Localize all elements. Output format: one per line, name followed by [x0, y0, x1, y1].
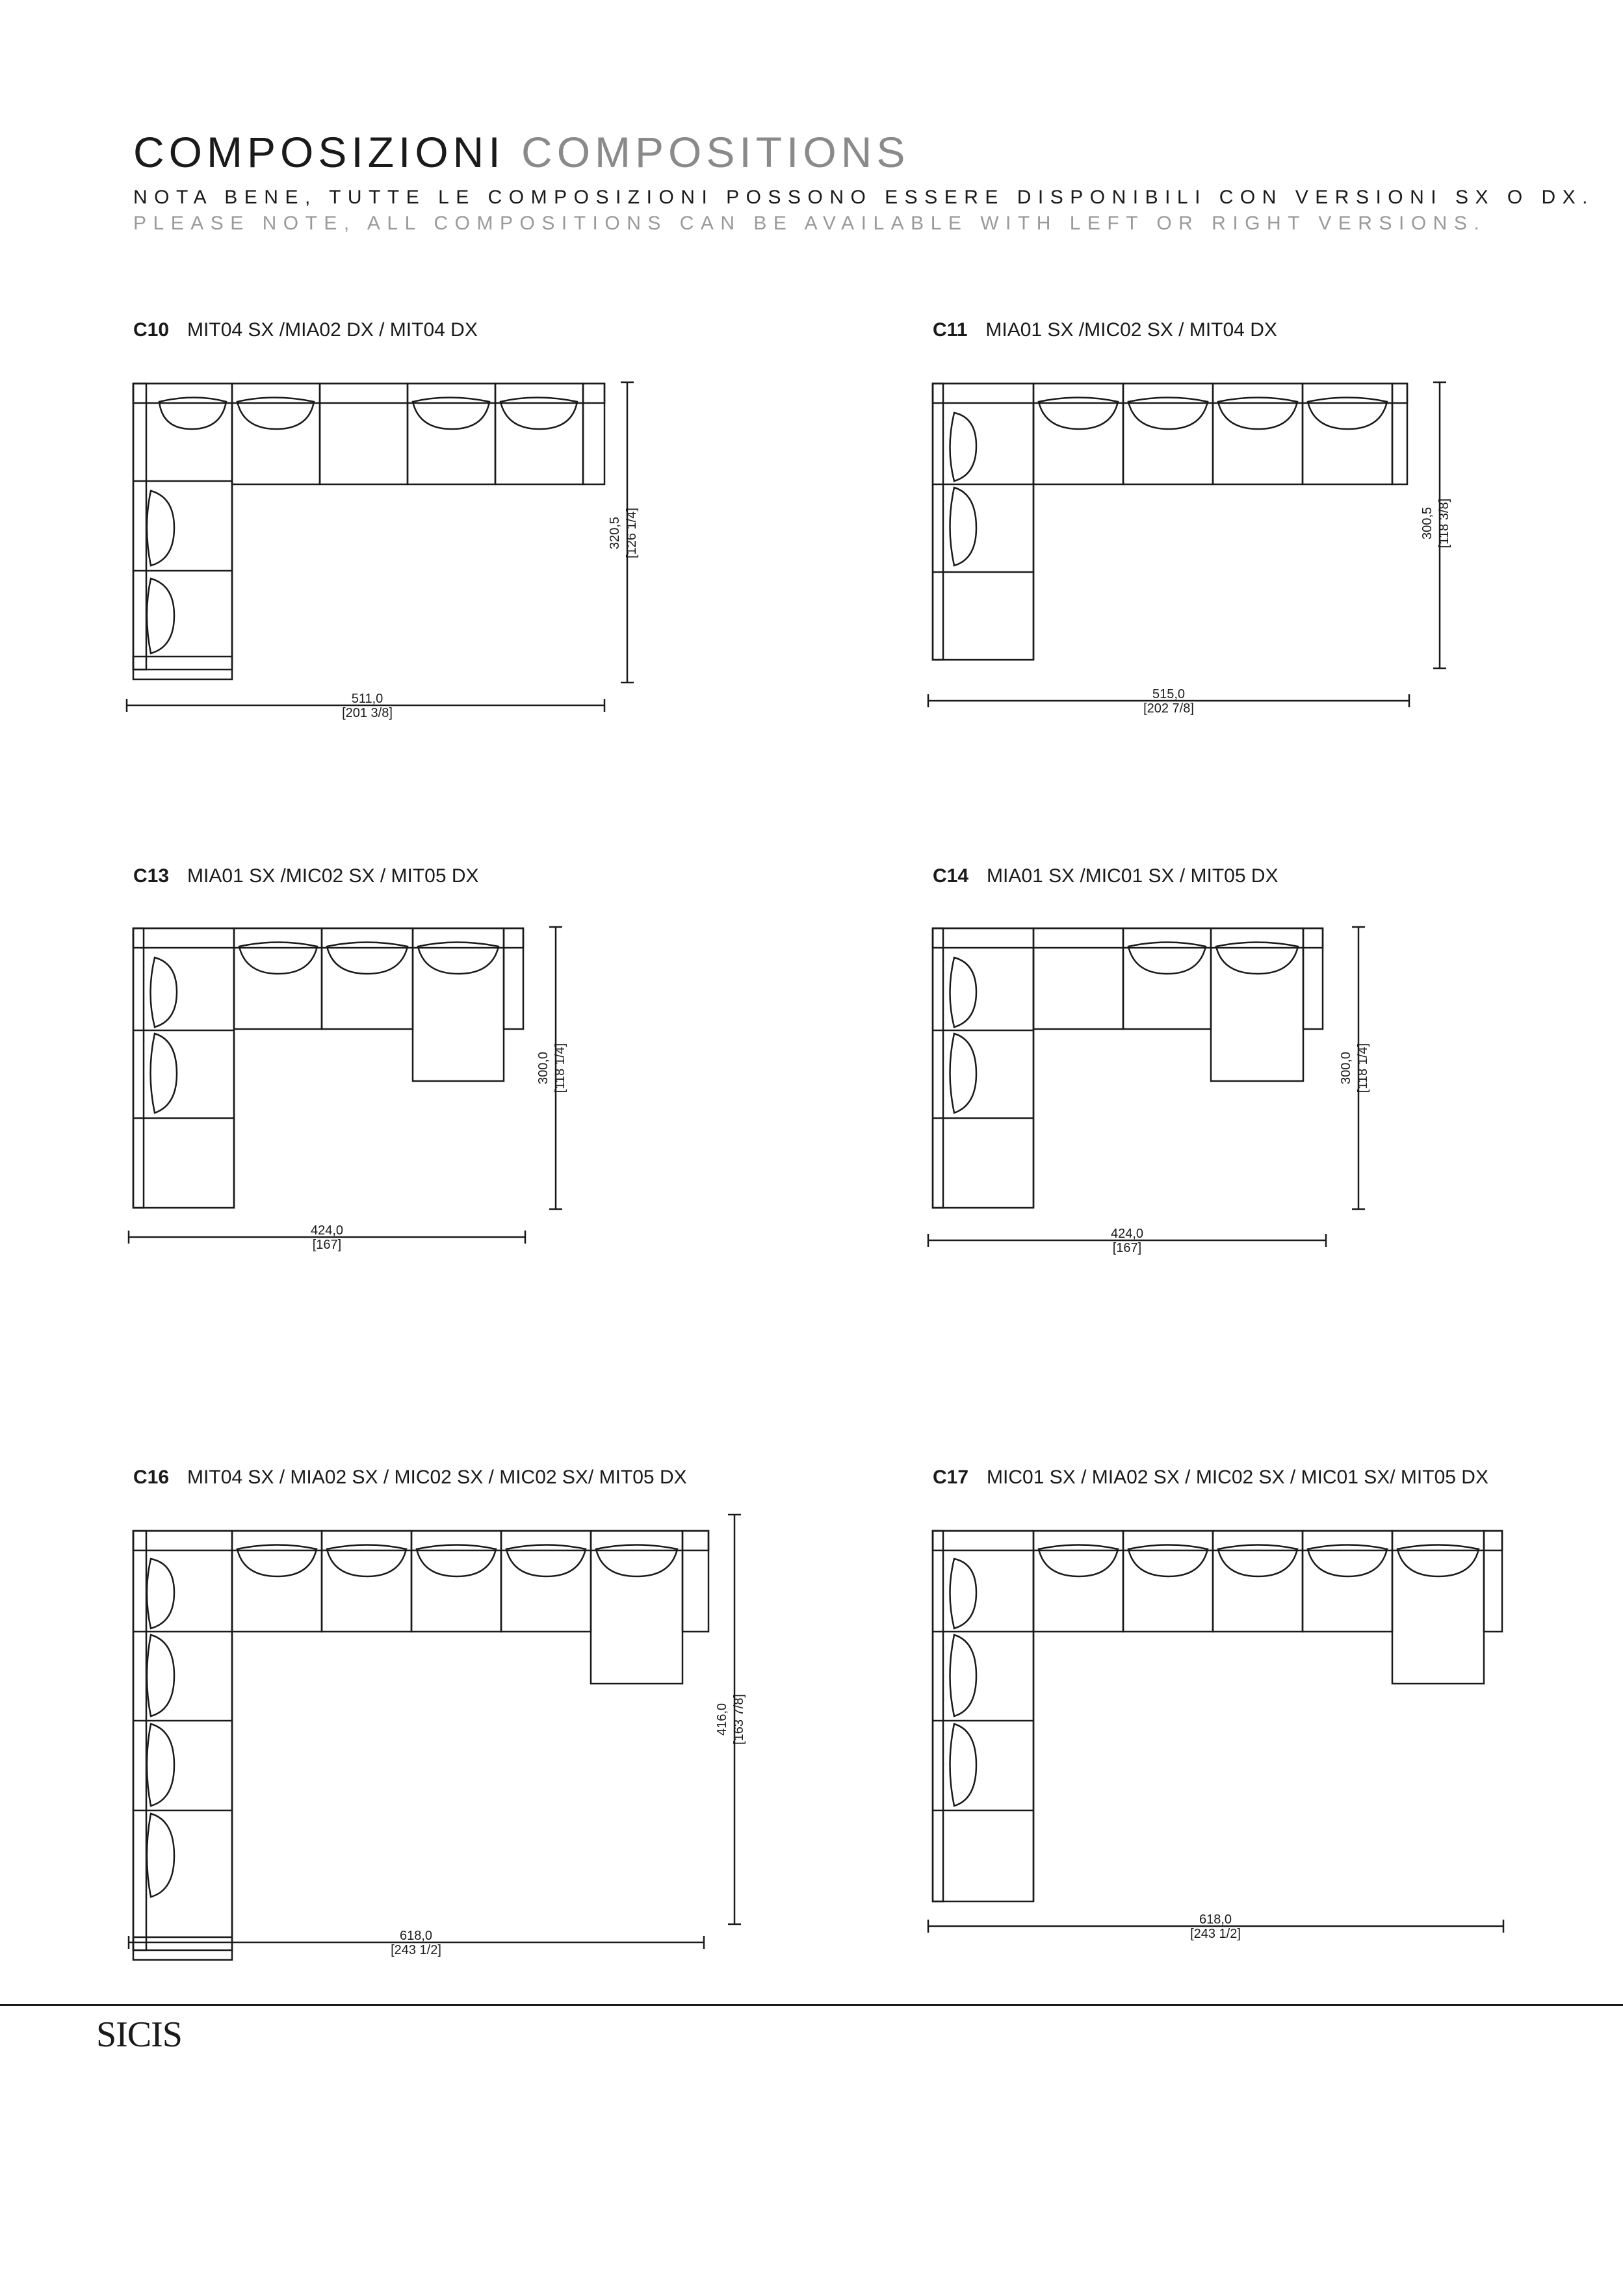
depth-value: 300,5 [1420, 506, 1435, 540]
cushion [147, 1724, 174, 1806]
note-italian: NOTA BENE, TUTTE LE COMPOSIZIONI POSSONO ESSERE DISPONIBILI CON VERSIONI SX O DX. [133, 187, 1595, 208]
composition-code: C11 [933, 319, 968, 341]
width-value: 424,0 [310, 1223, 344, 1238]
composition-modules: MIA01 SX /MIC01 SX / MIT05 DX [987, 865, 1279, 887]
composition-modules: MIC01 SX / MIA02 SX / MIC02 SX / MIC01 SX/ MIT05 DX [987, 1467, 1488, 1488]
depth-inches: [118 1/4] [1356, 1043, 1370, 1093]
depth-inches: [126 1/4] [625, 508, 639, 558]
cushion [950, 488, 977, 566]
cushion [151, 1034, 177, 1113]
brand-logo: SICIS [96, 2015, 182, 2055]
plan-c13 [129, 927, 562, 1244]
cushion [147, 1814, 174, 1897]
width-inches: [202 7/8] [1143, 701, 1194, 716]
cushion [950, 413, 977, 481]
width-value: 618,0 [1199, 1912, 1232, 1927]
depth-value: 300,0 [1339, 1051, 1353, 1085]
composition-code: C16 [133, 1467, 170, 1488]
cushion [147, 579, 174, 653]
depth-inches: [163 7/8] [732, 1694, 746, 1745]
width-inches: [243 1/2] [391, 1943, 441, 1957]
width-inches: [243 1/2] [1190, 1927, 1241, 1941]
width-inches: [167] [312, 1238, 342, 1252]
cushion [950, 1635, 977, 1716]
composition-modules: MIA01 SX /MIC02 SX / MIT05 DX [187, 865, 479, 887]
cushion [950, 1724, 977, 1806]
composition-modules: MIT04 SX /MIA02 DX / MIT04 DX [187, 319, 478, 341]
width-value: 515,0 [1152, 687, 1186, 701]
depth-value: 320,5 [608, 516, 622, 550]
cushion [151, 958, 177, 1027]
cushion [147, 1635, 174, 1716]
width-value: 511,0 [351, 692, 383, 706]
composition-modules: MIA01 SX /MIC02 SX / MIT04 DX [985, 319, 1277, 341]
width-value: 618,0 [399, 1929, 433, 1943]
cushion [950, 958, 977, 1027]
composition-code: C10 [133, 319, 170, 341]
width-inches: [167] [1112, 1241, 1142, 1255]
composition-code: C13 [133, 865, 170, 887]
width-inches: [201 3/8] [342, 706, 393, 720]
cushion [950, 1559, 977, 1628]
composition-code: C17 [933, 1467, 969, 1488]
title-italian: COMPOSIZIONI [133, 128, 505, 176]
plan-c16 [129, 1515, 741, 1960]
width-value: 424,0 [1110, 1227, 1144, 1241]
plan-c14 [928, 927, 1365, 1247]
cushion [147, 1559, 174, 1628]
composition-modules: MIT04 SX / MIA02 SX / MIC02 SX / MIC02 SX/ MIT05 DX [187, 1467, 687, 1488]
footer-divider [0, 2004, 1623, 2006]
plan-c17 [928, 1531, 1503, 1933]
depth-value: 300,0 [536, 1051, 551, 1085]
depth-inches: [118 3/8] [1437, 498, 1451, 549]
composition-code: C14 [933, 865, 969, 887]
cushion [147, 491, 174, 566]
depth-value: 416,0 [715, 1702, 729, 1736]
note-english: PLEASE NOTE, ALL COMPOSITIONS CAN BE AVAILABLE WITH LEFT OR RIGHT VERSIONS. [133, 213, 1487, 234]
depth-inches: [118 1/4] [553, 1043, 567, 1093]
plan-c11 [928, 382, 1446, 707]
cushion [950, 1034, 977, 1113]
title-english: COMPOSITIONS [521, 128, 910, 176]
plan-c10 [127, 382, 634, 712]
